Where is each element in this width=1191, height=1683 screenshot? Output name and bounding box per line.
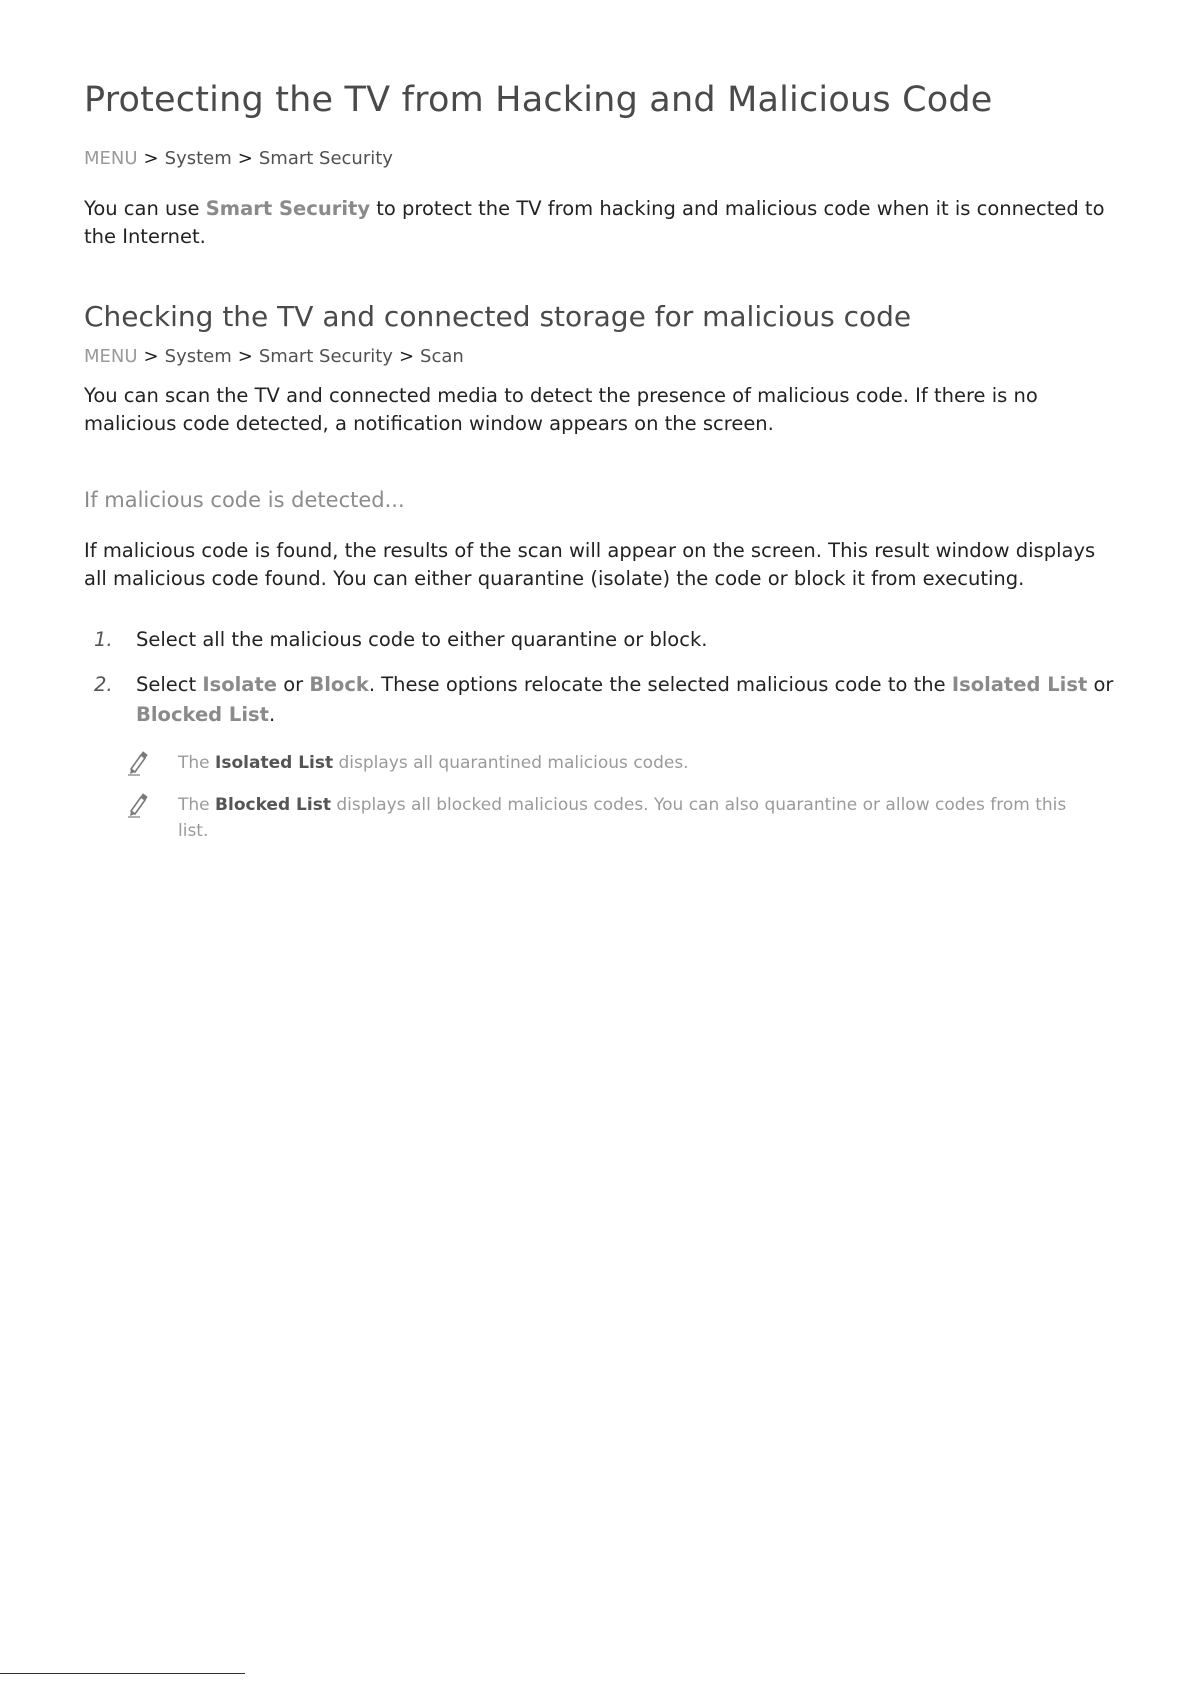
note-isolated-list (126, 750, 1086, 776)
note-text (178, 792, 1086, 844)
path-separator: > (143, 148, 159, 169)
step-number: 2. (94, 673, 113, 696)
step-text-part: Select (136, 673, 203, 696)
step-text-part: or (277, 673, 310, 696)
pencil-icon (126, 750, 150, 776)
note-text-part: The (178, 795, 216, 815)
step-text (136, 670, 1124, 730)
note-text-part: The (178, 753, 216, 773)
subsection-heading: If malicious code is detected... (84, 488, 405, 512)
path-separator: > (143, 346, 159, 367)
path-smart-security: Smart Security (258, 346, 393, 367)
path-separator: > (237, 346, 253, 367)
step-highlight-block: Block (309, 673, 369, 696)
note-blocked-list (126, 792, 1086, 844)
path-system: System (164, 148, 232, 169)
section-paragraph: You can scan the TV and connected media to detect the presence of malicious code. If there is no malicious code detected, a notification window appears on the screen. (84, 384, 1038, 435)
path-scan: Scan (420, 346, 464, 367)
footer-rule (0, 1673, 245, 1674)
page-title: Protecting the TV from Hacking and Malicious Code (84, 80, 993, 120)
pencil-icon (126, 792, 150, 818)
note-bold: Isolated List (215, 753, 334, 773)
path-menu: MENU (84, 148, 138, 169)
step-2 (84, 670, 1124, 730)
note-text-part: displays all quarantined malicious codes. (333, 753, 689, 773)
section-heading: Checking the TV and connected storage for malicious code (84, 300, 912, 333)
path-smart-security: Smart Security (258, 148, 393, 169)
menu-path (84, 148, 393, 169)
step-number: 1. (94, 628, 113, 651)
intro-text-end: to protect the TV from hacking and malicious code when it is connected to the Internet. (84, 197, 1105, 248)
path-separator: > (398, 346, 415, 367)
step-text-part: . (268, 703, 276, 726)
path-separator: > (237, 148, 253, 169)
step-1 (84, 625, 1124, 655)
intro-text: You can use (84, 197, 206, 220)
intro-paragraph (84, 195, 1114, 251)
note-bold: Blocked List (215, 795, 331, 815)
subsection-paragraph: If malicious code is found, the results of the scan will appear on the screen. This result window displays all malicious code found. You can either quarantine (isolate) the code or block it from executing. (84, 539, 1096, 590)
note-text (178, 750, 1086, 776)
step-text-part: . These options relocate the selected malicious code to the (368, 673, 952, 696)
intro-highlight: Smart Security (205, 197, 371, 220)
step-highlight-isolated-list: Isolated List (951, 673, 1088, 696)
section-menu-path (84, 346, 464, 367)
step-text-part: or (1087, 673, 1114, 696)
path-menu: MENU (84, 346, 138, 367)
step-highlight-blocked-list: Blocked List (136, 703, 269, 726)
path-system: System (164, 346, 232, 367)
step-text: Select all the malicious code to either quarantine or block. (136, 628, 708, 651)
step-highlight-isolate: Isolate (202, 673, 278, 696)
note-text-part: displays all blocked malicious codes. You can also quarantine or allow codes from this list. (178, 795, 1067, 841)
